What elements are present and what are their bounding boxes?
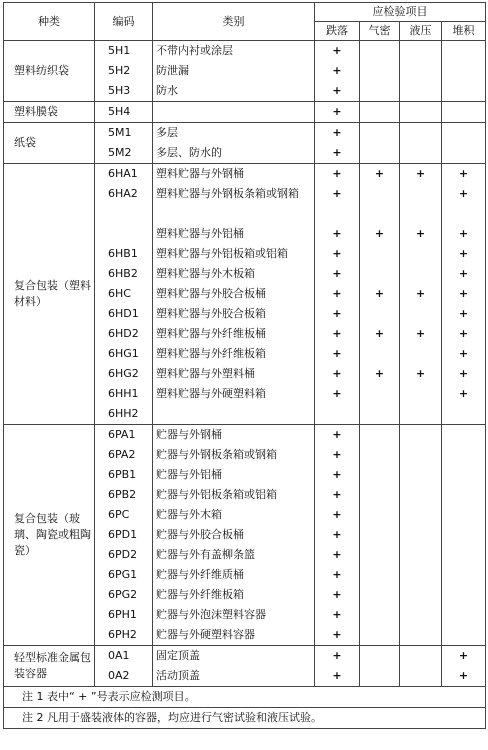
code-cell: 6HA2	[108, 187, 138, 200]
air-column	[360, 425, 400, 646]
stack-mark: +	[458, 247, 469, 260]
air-mark: +	[374, 227, 385, 240]
code-cell: 6HB2	[108, 267, 138, 280]
drop-mark: +	[332, 568, 342, 581]
category-cell: 塑料贮器与外塑料桶	[156, 367, 255, 380]
hydro-column	[400, 164, 442, 425]
stack-mark: +	[458, 649, 469, 662]
group-row	[4, 425, 486, 646]
stack-column	[442, 123, 486, 164]
drop-mark: +	[332, 287, 342, 300]
group-row	[4, 646, 486, 687]
drop-mark: +	[332, 126, 342, 139]
category-cell: 防水	[156, 84, 178, 97]
category-column	[153, 646, 315, 687]
category-cell: 贮器与外铝桶	[156, 468, 222, 481]
hydro-column	[400, 646, 442, 687]
code-cell: 6HH1	[108, 387, 139, 400]
hydro-mark: +	[415, 167, 426, 180]
air-column	[360, 164, 400, 425]
stack-mark: +	[458, 327, 469, 340]
category-cell: 防泄漏	[156, 64, 189, 77]
hydro-column	[400, 41, 442, 102]
category-cell: 贮器与外有盖柳条篮	[156, 548, 255, 561]
code-cell: 0A2	[108, 669, 130, 682]
category-cell: 贮器与外钢桶	[156, 428, 222, 441]
air-mark: +	[374, 167, 385, 180]
category-cell: 贮器与外木箱	[156, 508, 222, 521]
drop-mark: +	[332, 187, 342, 200]
group-row	[4, 102, 486, 123]
packaging-test-table	[3, 2, 486, 729]
category-cell: 贮器与外纤维板箱	[156, 588, 244, 601]
header-hydro: 液压	[400, 22, 442, 41]
header-code: 编码	[95, 3, 153, 41]
drop-mark: +	[332, 528, 342, 541]
hydro-mark: +	[415, 327, 426, 340]
air-column	[360, 646, 400, 687]
code-cell: 6PG2	[108, 588, 138, 601]
code-column	[95, 646, 153, 687]
drop-mark: +	[332, 105, 342, 118]
stack-column	[442, 425, 486, 646]
drop-column	[315, 123, 360, 164]
hydro-mark: +	[415, 367, 426, 380]
category-cell: 塑料贮器与外木板箱	[156, 267, 255, 280]
kind-cell: 塑料膜袋	[4, 102, 95, 123]
drop-mark: +	[332, 628, 342, 641]
group-row	[4, 41, 486, 102]
drop-mark: +	[332, 347, 342, 360]
code-column	[95, 425, 153, 646]
code-cell: 6HG1	[108, 347, 139, 360]
kind-cell: 纸袋	[4, 123, 95, 164]
drop-column	[315, 646, 360, 687]
kind-cell: 塑料纺织袋	[4, 41, 95, 102]
drop-mark: +	[332, 428, 342, 441]
drop-mark: +	[332, 448, 342, 461]
stack-mark: +	[458, 387, 469, 400]
stack-mark: +	[458, 167, 469, 180]
kind-cell: 复合包装（塑料材料）	[4, 164, 95, 425]
header-stack: 堆积	[442, 22, 486, 41]
drop-column	[315, 164, 360, 425]
category-cell: 贮器与外泡沫塑料容器	[156, 608, 266, 621]
drop-mark: +	[332, 488, 342, 501]
drop-mark: +	[332, 227, 342, 240]
header-category: 类别	[153, 3, 315, 41]
category-column	[153, 123, 315, 164]
header-tests: 应检验项目	[315, 3, 486, 22]
category-cell: 贮器与外纤维质桶	[156, 568, 244, 581]
code-cell: 6PA2	[108, 448, 136, 461]
category-cell: 塑料贮器与外铝桶	[156, 227, 244, 240]
hydro-column	[400, 123, 442, 164]
drop-mark: +	[332, 84, 342, 97]
drop-mark: +	[332, 649, 342, 662]
category-cell: 塑料贮器与外硬塑料箱	[156, 387, 266, 400]
code-cell: 6PC	[108, 508, 130, 521]
drop-mark: +	[332, 64, 342, 77]
drop-column	[315, 102, 360, 123]
category-cell: 固定顶盖	[156, 649, 200, 662]
category-cell: 活动顶盖	[156, 669, 200, 682]
category-cell: 多层、防水的	[156, 146, 222, 159]
code-cell: 5H4	[108, 105, 131, 118]
drop-mark: +	[332, 588, 342, 601]
header-air: 气密	[360, 22, 400, 41]
category-cell: 塑料贮器与外纤维板箱	[156, 347, 266, 360]
drop-mark: +	[332, 167, 342, 180]
category-cell: 塑料贮器与外纤维板桶	[156, 327, 266, 340]
code-cell: 6PH1	[108, 608, 137, 621]
air-column	[360, 102, 400, 123]
code-cell: 6HA1	[108, 167, 138, 180]
category-column	[153, 41, 315, 102]
stack-mark: +	[458, 307, 469, 320]
code-cell: 6HG2	[108, 367, 139, 380]
air-mark: +	[374, 327, 385, 340]
category-column	[153, 425, 315, 646]
hydro-column	[400, 425, 442, 646]
code-cell: 6HC	[108, 287, 131, 300]
code-cell: 5H2	[108, 64, 131, 77]
code-cell: 6PD2	[108, 548, 138, 561]
code-cell: 0A1	[108, 649, 130, 662]
category-cell: 塑料贮器与外钢桶	[156, 167, 244, 180]
group-row	[4, 164, 486, 425]
code-cell: 6PH2	[108, 628, 137, 641]
code-cell: 5H1	[108, 44, 131, 57]
hydro-column	[400, 102, 442, 123]
code-cell: 6PB1	[108, 468, 137, 481]
code-cell: 6HD1	[108, 307, 139, 320]
air-column	[360, 123, 400, 164]
category-cell: 贮器与外硬塑料容器	[156, 628, 255, 641]
drop-mark: +	[332, 327, 342, 340]
drop-column	[315, 41, 360, 102]
drop-mark: +	[332, 508, 342, 521]
category-cell: 贮器与外胶合板桶	[156, 528, 244, 541]
code-column	[95, 164, 153, 425]
code-column	[95, 41, 153, 102]
drop-mark: +	[332, 267, 342, 280]
drop-column	[315, 425, 360, 646]
drop-mark: +	[332, 307, 342, 320]
drop-mark: +	[332, 468, 342, 481]
category-cell: 贮器与外钢板条箱或钢箱	[156, 448, 277, 461]
drop-mark: +	[332, 608, 342, 621]
stack-mark: +	[458, 187, 469, 200]
category-column	[153, 102, 315, 123]
drop-mark: +	[332, 548, 342, 561]
stack-mark: +	[458, 267, 469, 280]
code-cell: 6PG1	[108, 568, 138, 581]
drop-mark: +	[332, 367, 342, 380]
table-body	[4, 41, 486, 687]
air-mark: +	[374, 367, 385, 380]
stack-column	[442, 646, 486, 687]
drop-mark: +	[332, 387, 342, 400]
category-cell: 贮器与外铝板条箱或铝箱	[156, 488, 277, 501]
category-column	[153, 164, 315, 425]
header-kind: 种类	[4, 3, 95, 41]
kind-cell: 复合包装（玻璃、陶瓷或粗陶瓷）	[4, 425, 95, 646]
category-cell: 多层	[156, 126, 178, 139]
note-2: 注 2 凡用于盛装液体的容器，均应进行气密试验和液压试验。	[4, 708, 486, 729]
stack-mark: +	[458, 347, 469, 360]
code-cell: 6PA1	[108, 428, 136, 441]
stack-column	[442, 164, 486, 425]
hydro-mark: +	[415, 227, 426, 240]
stack-mark: +	[458, 227, 469, 240]
stack-mark: +	[458, 367, 469, 380]
drop-mark: +	[332, 247, 342, 260]
category-cell: 塑料贮器与外胶合板箱	[156, 307, 266, 320]
category-cell: 塑料贮器与外胶合板桶	[156, 287, 266, 300]
code-cell: 5M2	[108, 146, 132, 159]
drop-mark: +	[332, 44, 342, 57]
drop-mark: +	[332, 669, 342, 682]
air-column	[360, 41, 400, 102]
code-cell: 6PD1	[108, 528, 138, 541]
group-row	[4, 123, 486, 164]
air-mark: +	[374, 287, 385, 300]
code-cell: 5M1	[108, 126, 132, 139]
code-column	[95, 102, 153, 123]
category-cell: 塑料贮器与外钢板条箱或钢箱	[156, 187, 299, 200]
stack-column	[442, 102, 486, 123]
stack-column	[442, 41, 486, 102]
code-cell: 6HH2	[108, 407, 139, 420]
code-cell: 6HD2	[108, 327, 139, 340]
code-cell: 5H3	[108, 84, 131, 97]
hydro-mark: +	[415, 287, 426, 300]
drop-mark: +	[332, 146, 342, 159]
category-cell: 塑料贮器与外铝板箱或铝箱	[156, 247, 288, 260]
code-cell: 6PB2	[108, 488, 137, 501]
note-1: 注 1 表中“ + ”号表示应检测项目。	[4, 687, 486, 708]
code-column	[95, 123, 153, 164]
stack-mark: +	[458, 669, 469, 682]
stack-mark: +	[458, 287, 469, 300]
header-drop: 跌落	[315, 22, 360, 41]
code-cell: 6HB1	[108, 247, 138, 260]
kind-cell: 轻型标准金属包装容器	[4, 646, 95, 687]
category-cell: 不带内衬或涂层	[156, 44, 233, 57]
